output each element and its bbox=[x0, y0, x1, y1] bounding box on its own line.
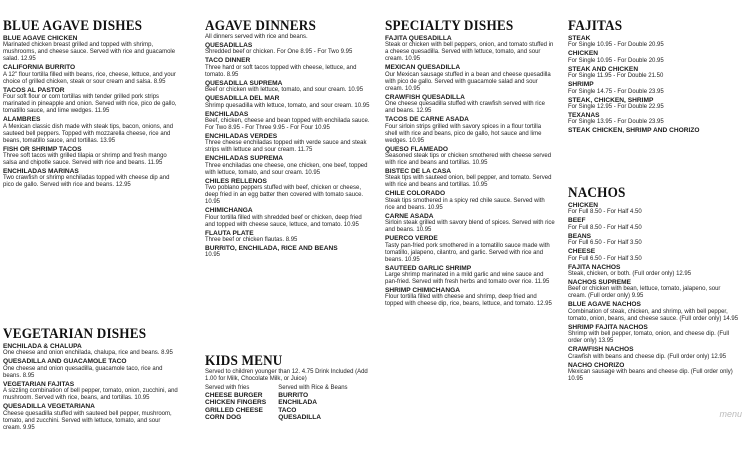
item-description-text: Two crawfish or shrimp enchiladas topped with cheese dip and pico de gallo. Served with rice and beans. bbox=[3, 175, 170, 189]
menu-item bbox=[568, 279, 740, 300]
item-name: STEAK bbox=[568, 35, 591, 42]
item-description-text: Sirloin steak grilled with savory blend of spices. Served with rice and beans. bbox=[385, 220, 555, 234]
item-name: FLAUTA PLATE bbox=[205, 229, 254, 237]
menu-item bbox=[205, 42, 370, 56]
item-description-text: One cheese and onion quesadilla, guacamole taco, rice and beans. bbox=[3, 365, 163, 379]
specialty-title: SPECIALTY DISHES bbox=[385, 18, 514, 34]
item-name: BISTEC DE LA CASA bbox=[385, 168, 452, 176]
kids-item: QUESADILLA bbox=[278, 414, 322, 422]
item-price: 13.95 bbox=[598, 338, 614, 345]
item-name: FISH OR SHRIMP TACOS bbox=[3, 145, 82, 153]
item-price: For One 8.95 - For Two 9.95 bbox=[276, 49, 353, 56]
item-name: BURRITO, ENCHILADA, RICE AND BEANS bbox=[205, 245, 338, 253]
item-description-text: Steak, chicken, or both. (Full order only) bbox=[568, 271, 675, 278]
item-name: ENCHILADAS SUPREMA bbox=[205, 155, 284, 163]
item-description-text: Combination of steak, chicken, and shrimp, with bell pepper, tomato, onion, beans, and cheese sauce. (Full order only) bbox=[568, 308, 728, 322]
item-description bbox=[568, 286, 740, 300]
item-name: SHRIMP CHIMICHANGA bbox=[385, 287, 460, 295]
item-price: 9.95 bbox=[23, 424, 35, 431]
menu-item bbox=[568, 217, 740, 231]
item-name: NACHOS SUPREME bbox=[568, 279, 632, 287]
item-description bbox=[205, 237, 370, 244]
item-price: 11.75 bbox=[297, 147, 313, 154]
menu-item bbox=[385, 287, 555, 308]
menu-item bbox=[385, 235, 555, 263]
agave-dinners-title: AGAVE DINNERS bbox=[205, 18, 316, 34]
item-price: 14.95 bbox=[723, 315, 739, 322]
agave-dinners-section bbox=[205, 18, 370, 259]
item-description-text: Beef, chicken, cheese and bean topped with enchilada sauce. bbox=[205, 118, 370, 125]
specialty-list bbox=[385, 35, 555, 308]
item-description bbox=[3, 42, 179, 63]
item-description bbox=[3, 350, 179, 357]
item-name: CALIFORNIA BURRITO bbox=[3, 64, 76, 72]
menu-item bbox=[205, 178, 370, 206]
kids-item: BURRITO bbox=[278, 392, 309, 399]
item-price: For Two 8.95 - For Three 9.95 - For Four 10.95 bbox=[205, 125, 330, 132]
fajitas-list bbox=[568, 35, 740, 135]
item-price: 8.95 bbox=[285, 237, 298, 244]
kids-item: TACO bbox=[278, 406, 297, 414]
item-name: NACHO CHORIZO bbox=[568, 361, 625, 369]
item-price: For Single 10.95 - For Double 20.95 bbox=[568, 57, 664, 64]
menu-item bbox=[385, 168, 555, 189]
blue-agave-title: BLUE AGAVE DISHES bbox=[3, 18, 143, 34]
item-name: STEAK CHICKEN, SHRIMP AND CHORIZO bbox=[568, 127, 700, 135]
nachos-section bbox=[568, 185, 740, 383]
kids-section bbox=[205, 353, 370, 422]
blue-agave-section bbox=[3, 18, 179, 189]
menu-item bbox=[205, 245, 370, 259]
item-description bbox=[205, 215, 370, 229]
item-description bbox=[205, 49, 370, 56]
kids-rice-column bbox=[278, 385, 347, 422]
menu-item bbox=[568, 362, 740, 383]
menu-item bbox=[568, 50, 740, 64]
item-name: CARNE ASADA bbox=[385, 212, 434, 220]
menu-item bbox=[205, 155, 370, 176]
item-description-text: Four soft flour or corn tortillas with tender grilled pork strips marinated in pineapple and onion. Served with rice, pico de gallo, tomatillo sauce, and lime wedges. bbox=[3, 94, 177, 115]
kids-note: Served to children younger than 12. 4.75 Drink Included (Add 1.00 for Milk, Chocolate Milk, or Juice) bbox=[205, 369, 368, 382]
item-description bbox=[205, 118, 370, 132]
item-price: 12.95 bbox=[711, 353, 727, 360]
specialty-section bbox=[385, 18, 555, 308]
item-price: 12.95 bbox=[416, 108, 432, 115]
item-name: CRAWFISH QUESADILLA bbox=[385, 93, 465, 101]
item-price: 8.95 bbox=[161, 350, 173, 357]
item-description-text: Tasty pan-fried pork smothered in a tomatillo sauce made with tomatillo, jalapeno, cilantro, and garlic. Served with rice and beans. bbox=[385, 242, 550, 263]
fajitas-title: FAJITAS bbox=[568, 18, 623, 34]
menu-item bbox=[385, 146, 555, 167]
item-description bbox=[385, 272, 555, 286]
column-2 bbox=[205, 0, 370, 422]
item-price: 8.95 bbox=[22, 372, 35, 379]
item-description bbox=[205, 163, 370, 177]
item-description-text: Marinated chicken breast grilled and topped with shrimp, mushrooms, and cheese sauce. Served with rice and guacamole salad. bbox=[3, 42, 176, 63]
item-description-text: Large shrimp marinated in a mild garlic and wine sauce and pan-fried. Served with fresh herbs and tomato over rice. bbox=[385, 272, 544, 286]
item-description-text: Cheese quesadilla stuffed with sauteed bell pepper, mushroom, tomato, and zucchini. Served with lettuce, tomato, and sour cream. bbox=[3, 410, 172, 431]
menu-item bbox=[385, 190, 555, 211]
item-description-text: Crawfish with beans and cheese dip. (Full order only) bbox=[568, 353, 710, 360]
item-description bbox=[385, 101, 555, 115]
item-description-text: Shrimp with bell pepper, tomato, onion, and cheese dip. (Full order only) bbox=[568, 331, 730, 345]
menu-item bbox=[205, 57, 370, 78]
item-price: 10.95 bbox=[405, 56, 421, 63]
item-name: BLUE AGAVE CHICKEN bbox=[3, 35, 78, 42]
vegetarian-section bbox=[3, 326, 179, 432]
item-price: 8.95 bbox=[226, 71, 239, 78]
kids-item: CORN DOG bbox=[205, 414, 242, 422]
menu-item bbox=[385, 64, 555, 92]
menu-item bbox=[3, 116, 179, 144]
item-description-text: Three enchiladas one cheese, one chicken, one beef, topped with lettuce, tomato, and sour cream. bbox=[205, 162, 368, 176]
item-name: ENCHILADA & CHALUPA bbox=[3, 343, 82, 350]
item-name: ENCHILADAS bbox=[205, 110, 249, 118]
item-name: CHIMICHANGA bbox=[205, 207, 253, 215]
item-name: CHICKEN bbox=[568, 202, 599, 209]
item-description bbox=[568, 369, 740, 383]
item-name: QUESADILLA DEL MAR bbox=[205, 95, 280, 103]
item-price: For Single 11.95 - For Double 21.50 bbox=[568, 73, 664, 80]
menu-item bbox=[568, 301, 740, 322]
item-name: ENCHILADAS MARINAS bbox=[3, 168, 79, 176]
item-description bbox=[568, 331, 740, 345]
menu-item bbox=[3, 146, 179, 167]
item-price: For Single 12.95 - For Double 22.95 bbox=[568, 104, 664, 111]
item-name: TACOS DE CARNE ASADA bbox=[385, 116, 469, 124]
item-description-text: Shrimp quesadilla with lettuce, tomato, and sour cream. bbox=[205, 102, 353, 109]
menu-item bbox=[205, 95, 370, 109]
item-price: 10.95 bbox=[348, 87, 364, 94]
item-description bbox=[385, 72, 555, 93]
item-description-text: Two poblano peppers stuffed with beef, chicken or cheese, deep fried in an egg batter then covered with tomato sauce. bbox=[205, 185, 364, 199]
item-name: CRAWFISH NACHOS bbox=[568, 346, 634, 354]
menu-item bbox=[568, 112, 740, 126]
item-name: BEANS bbox=[568, 232, 592, 240]
item-description-text: Three hard or soft tacos topped with cheese, lettuce, and tomato. bbox=[205, 64, 357, 78]
item-description-text: One cheese and onion enchilada, chalupa, rice and beans. bbox=[3, 350, 160, 357]
item-name: CHEESE bbox=[568, 248, 596, 256]
item-description-text: A 12" flour tortilla filled with beans, rice, cheese, lettuce, and your choice of grilled chicken, steak or sour cream and salsa. bbox=[3, 71, 176, 85]
menu-item bbox=[3, 358, 179, 379]
item-price: 10.95 bbox=[343, 221, 359, 228]
item-description-text: A Mexican classic dish made with steak tips, bacon, onions, and sauteed bell peppers. Topped with mozzarella cheese, rice and beans, tomatillo sauce, and tortillas. bbox=[3, 123, 174, 144]
item-description-text: Seasoned steak tips or chicken smothered with cheese served with rice and beans and tortillas. bbox=[385, 153, 552, 167]
menu-item bbox=[385, 213, 555, 234]
menu-item bbox=[568, 81, 740, 95]
item-description-text: Steak tips smothered in a spicy red chile sauce. Served with rice and beans. bbox=[385, 197, 545, 211]
item-price: For Full 8.50 - For Half 4.50 bbox=[568, 209, 642, 216]
item-name: QUESADILLA VEGETARIANA bbox=[3, 403, 95, 411]
item-name: BLUE AGAVE NACHOS bbox=[568, 301, 641, 309]
kids-columns bbox=[205, 385, 370, 422]
item-name: FAJITA QUESADILLA bbox=[385, 35, 452, 42]
kids-item: ENCHILADA bbox=[278, 399, 318, 407]
item-name: MEXICAN QUESADILLA bbox=[385, 64, 461, 72]
kids-item: CHICKEN FINGERS bbox=[205, 399, 267, 407]
item-description-text: A sizzling combination of bell pepper, tomato, onion, zucchini, and mushroom. Served with rice, beans, and tortillas. bbox=[3, 388, 178, 402]
item-name: SHRIMP FAJITA NACHOS bbox=[568, 323, 648, 331]
kids-rice-list bbox=[278, 392, 347, 422]
item-price: 9.95 bbox=[631, 293, 644, 300]
item-description-text: Three cheese enchiladas topped with verde sauce and steak strips with lettuce and sour cream. bbox=[205, 140, 367, 154]
item-description-text: Beef or chicken with bean, lettuce, tomato, jalapeno, sour cream. (Full order only) bbox=[568, 286, 721, 300]
menu-item bbox=[205, 133, 370, 154]
item-name: STEAK AND CHICKEN bbox=[568, 65, 639, 73]
item-description bbox=[385, 294, 555, 308]
menu-item bbox=[205, 230, 370, 244]
blue-agave-list bbox=[3, 35, 179, 189]
item-description-text: Our Mexican sausage stuffed in a bean and cheese quesadilla with pico de gallo. Served with guacamole salad and sour cream. bbox=[385, 71, 551, 92]
item-price: 12.95 bbox=[20, 56, 36, 63]
item-price: 10.95 bbox=[305, 169, 321, 176]
column-4 bbox=[568, 0, 740, 383]
item-price: For Single 10.95 - For Double 20.95 bbox=[568, 42, 664, 49]
item-price: 10.95 bbox=[416, 227, 432, 234]
agave-dinners-list bbox=[205, 42, 370, 259]
menu-item bbox=[568, 35, 740, 49]
item-description bbox=[385, 153, 555, 167]
menu-item bbox=[568, 202, 740, 216]
item-name: CHILES RELLENOS bbox=[205, 177, 267, 185]
item-price: 10.95 bbox=[134, 395, 150, 402]
item-name: QUESO FLAMEADO bbox=[385, 145, 449, 153]
menu-item bbox=[3, 343, 179, 357]
item-description bbox=[385, 42, 555, 63]
item-description bbox=[205, 185, 370, 206]
menu-item bbox=[385, 265, 555, 286]
item-description-text: Flour tortilla filled with shredded beef or chicken, deep fried and topped with cheese sauce, lettuce, and tomato. bbox=[205, 214, 362, 228]
item-price: 12.95 bbox=[676, 271, 692, 278]
item-description-text: Mexican sausage with beans and cheese dip. (Full order only) bbox=[568, 369, 733, 376]
item-description-text: Shredded beef or chicken. bbox=[205, 49, 276, 56]
item-description bbox=[385, 198, 555, 212]
item-price: 12.95 bbox=[536, 301, 552, 308]
item-description bbox=[205, 87, 370, 94]
item-description bbox=[568, 309, 740, 323]
menu-item bbox=[568, 97, 740, 111]
item-name: SAUTEED GARLIC SHRIMP bbox=[385, 264, 472, 272]
menu-item bbox=[568, 66, 740, 80]
item-description-text: Steak tips with sauteed onion, bell pepper, and tomato. Served with rice and beans and tortillas. bbox=[385, 175, 552, 189]
item-description bbox=[3, 124, 179, 145]
kids-fries-list bbox=[205, 392, 266, 422]
item-description-text: Beef or chicken with lettuce, tomato, and sour cream. bbox=[205, 87, 347, 94]
item-price: 11.95 bbox=[534, 279, 550, 286]
watermark: menu bbox=[719, 409, 742, 419]
nachos-list bbox=[568, 202, 740, 383]
item-name: TACOS AL PASTOR bbox=[3, 86, 65, 94]
menu-item bbox=[568, 346, 740, 360]
item-price: For Single 14.75 - For Double 23.95 bbox=[568, 88, 664, 95]
item-price: 8.95 bbox=[153, 78, 166, 85]
item-description-text: Four sirloin strips grilled with savory spices in a flour tortilla shell with rice and beans, pico de gallo, hot sauce and lime wedges. bbox=[385, 123, 542, 144]
kids-fries-column bbox=[205, 385, 266, 422]
kids-item: GRILLED CHEESE bbox=[205, 406, 263, 414]
menu-item bbox=[3, 168, 179, 189]
item-name: QUESADILLA AND GUACAMOLE TACO bbox=[3, 358, 127, 366]
kids-title: KIDS MENU bbox=[205, 353, 283, 369]
menu-item bbox=[205, 111, 370, 132]
item-name: CHICKEN bbox=[568, 50, 599, 58]
item-description bbox=[568, 271, 740, 278]
item-name: TACO DINNER bbox=[205, 57, 251, 65]
column-3 bbox=[385, 0, 555, 308]
menu-item bbox=[568, 233, 740, 247]
kids-item: CHEESE BURGER bbox=[205, 392, 263, 399]
menu-item bbox=[205, 207, 370, 228]
item-price: 10.95 bbox=[205, 252, 221, 259]
menu-item bbox=[205, 80, 370, 94]
column-1 bbox=[3, 0, 179, 431]
item-name: VEGETARIAN FAJITAS bbox=[3, 380, 75, 388]
item-price: 10.95 bbox=[568, 376, 584, 383]
item-description bbox=[3, 94, 179, 115]
item-name: PUERCO VERDE bbox=[385, 235, 438, 243]
vegetarian-list bbox=[3, 343, 179, 432]
menu-item bbox=[3, 403, 179, 431]
item-description-text: One cheese quesadilla stuffed with crawfish served with rice and beans. bbox=[385, 101, 545, 115]
item-description-text: Flour tortilla filled with cheese and shrimp, deep fried and topped with cheese dip, rice, beans, lettuce, and tomato. bbox=[385, 294, 537, 308]
item-price: 13.95 bbox=[100, 137, 116, 144]
item-price: For Full 6.50 - For Half 3.50 bbox=[568, 255, 642, 262]
agave-dinners-note: All dinners served with rice and beans. bbox=[205, 34, 308, 40]
item-name: BEEF bbox=[568, 217, 586, 225]
item-description bbox=[3, 153, 179, 167]
menu-item bbox=[385, 94, 555, 115]
item-price: 10.95 bbox=[472, 182, 488, 189]
item-description bbox=[205, 103, 370, 110]
item-price: 11.95 bbox=[147, 160, 163, 167]
menu-item bbox=[568, 324, 740, 345]
item-price: 11.95 bbox=[94, 108, 110, 115]
menu-item bbox=[385, 35, 555, 63]
item-description bbox=[205, 140, 370, 154]
item-name: QUESADILLAS bbox=[205, 42, 253, 49]
menu-item bbox=[3, 64, 179, 85]
item-description-text: Steak or chicken with bell peppers, onion, and tomato stuffed in a cheese quesadilla. Served with lettuce, tomato, and sour cream. bbox=[385, 42, 554, 63]
item-price: 10.95 bbox=[205, 199, 221, 206]
menu-item bbox=[3, 35, 179, 63]
item-price: 10.95 bbox=[427, 204, 443, 211]
item-price: 12.95 bbox=[115, 182, 131, 189]
kids-rice-header: Served with Rice & Beans bbox=[278, 385, 348, 391]
item-description bbox=[385, 220, 555, 234]
item-price: For Single 13.95 - For Double 23.95 bbox=[568, 119, 664, 126]
item-description bbox=[3, 388, 179, 402]
menu-item bbox=[568, 248, 740, 262]
item-description bbox=[3, 411, 179, 432]
item-price: 10.95 bbox=[404, 256, 420, 263]
item-name: FAJITA NACHOS bbox=[568, 263, 621, 271]
fajitas-section bbox=[568, 18, 740, 135]
item-price: For Full 8.50 - For Half 4.50 bbox=[568, 224, 642, 231]
menu-item bbox=[568, 127, 740, 134]
item-description bbox=[568, 354, 740, 361]
menu-item bbox=[385, 116, 555, 144]
item-name: TEXANAS bbox=[568, 112, 600, 120]
item-name: CHILE COLORADO bbox=[385, 190, 446, 198]
item-description bbox=[385, 124, 555, 145]
item-name: STEAK, CHICKEN, SHRIMP bbox=[568, 96, 654, 104]
item-name: ENCHILADAS VERDES bbox=[205, 133, 278, 141]
item-description-text: Three soft tacos with grilled tilapia or shrimp and fresh mango salsa and chipotle sauce. Served with rice and beans. bbox=[3, 153, 167, 167]
menu-item bbox=[3, 87, 179, 115]
item-description bbox=[385, 243, 555, 264]
item-price: 10.95 bbox=[354, 102, 370, 109]
menu-item bbox=[568, 264, 740, 278]
item-price: 10.95 bbox=[409, 137, 425, 144]
item-name: SHRIMP bbox=[568, 81, 594, 89]
vegetarian-title: VEGETARIAN DISHES bbox=[3, 326, 147, 342]
item-description bbox=[3, 72, 179, 86]
item-description bbox=[385, 175, 555, 189]
nachos-title: NACHOS bbox=[568, 185, 626, 201]
item-price: For Full 6.50 - For Half 3.50 bbox=[568, 240, 642, 247]
kids-fries-header: Served with fries bbox=[205, 385, 250, 391]
item-name: QUESADILLA SUPREMA bbox=[205, 79, 283, 87]
item-name: ALAMBRES bbox=[3, 116, 41, 124]
item-price: 10.95 bbox=[405, 85, 421, 92]
item-description bbox=[3, 366, 179, 380]
item-description-text: Three beef or chicken flautas. bbox=[205, 237, 285, 244]
menu-item bbox=[3, 381, 179, 402]
item-price: 10.95 bbox=[472, 160, 488, 167]
item-description bbox=[3, 175, 179, 189]
item-description bbox=[205, 65, 370, 79]
